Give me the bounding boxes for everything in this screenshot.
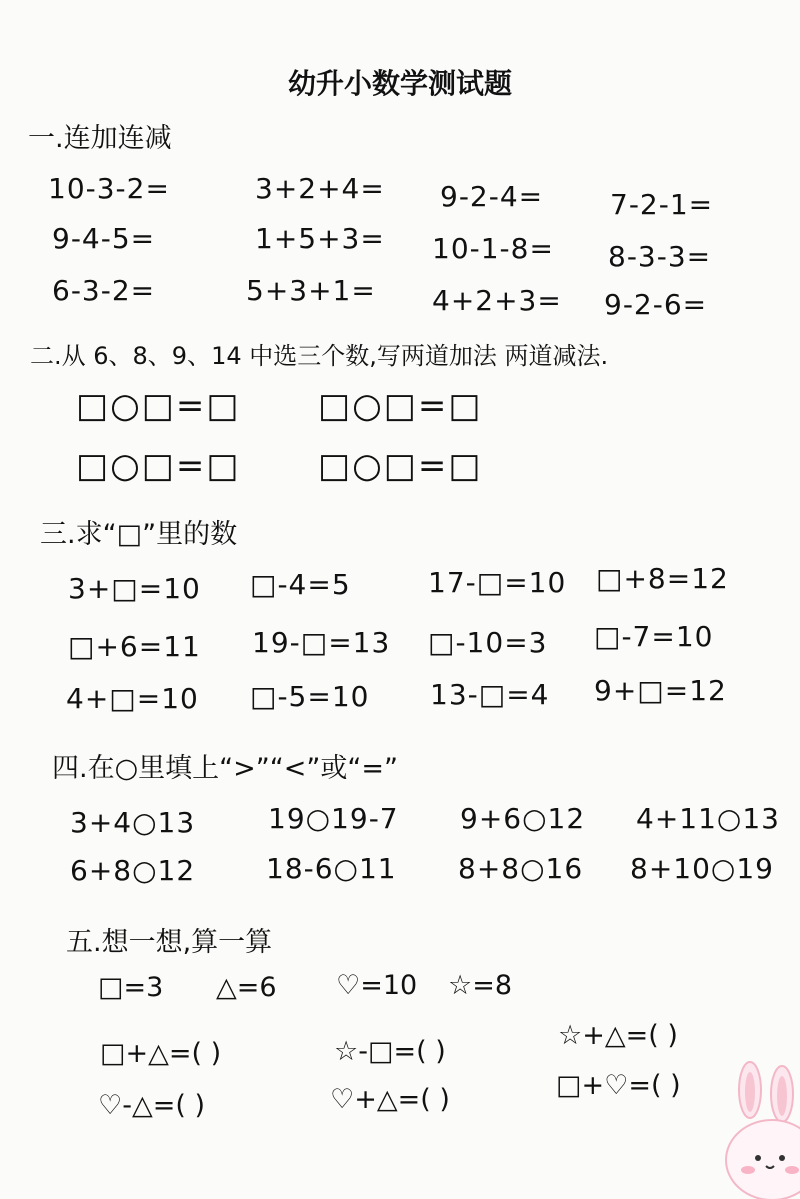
s1-item: 4+2+3= bbox=[432, 284, 562, 317]
s1-item: 5+3+1= bbox=[246, 274, 376, 307]
s3-item: 9+□=12 bbox=[594, 674, 727, 707]
s1-item: 3+2+4= bbox=[255, 172, 385, 205]
s1-item: 10-1-8= bbox=[432, 232, 554, 265]
s5-value: ☆=8 bbox=[448, 970, 513, 1001]
s5-value: □=3 bbox=[98, 972, 164, 1003]
s2-template: □○□=□ bbox=[318, 446, 483, 486]
section-5-heading: 五.想一想,算一算 bbox=[66, 927, 273, 958]
s3-item: □-4=5 bbox=[250, 568, 351, 601]
s4-item: 4+11○13 bbox=[636, 802, 780, 835]
s3-item: 4+□=10 bbox=[66, 682, 199, 715]
s2-template: □○□=□ bbox=[76, 386, 241, 426]
section-1-heading: 一.连加连减 bbox=[28, 123, 172, 154]
s1-item: 1+5+3= bbox=[255, 222, 385, 255]
s5-item: ☆-□=( ) bbox=[334, 1036, 446, 1067]
s1-item: 9-2-4= bbox=[440, 180, 544, 213]
section-4-heading: 四.在○里填上“>”“<”或“=” bbox=[52, 753, 398, 784]
s3-item: □-5=10 bbox=[250, 680, 370, 713]
s3-item: 13-□=4 bbox=[430, 678, 550, 711]
s1-item: 10-3-2= bbox=[48, 172, 170, 205]
s4-item: 18-6○11 bbox=[266, 852, 397, 885]
s1-item: 9-2-6= bbox=[604, 288, 708, 321]
s3-item: 19-□=13 bbox=[252, 626, 391, 659]
s4-item: 9+6○12 bbox=[460, 802, 586, 835]
s3-item: 3+□=10 bbox=[68, 572, 201, 605]
s5-value: △=6 bbox=[216, 972, 277, 1003]
s2-template: □○□=□ bbox=[318, 386, 483, 426]
section-2-heading: 二.从 6、8、9、14 中选三个数,写两道加法 两道减法. bbox=[30, 342, 609, 370]
s5-item: □+♡=( ) bbox=[556, 1070, 681, 1101]
s4-item: 6+8○12 bbox=[70, 854, 196, 887]
s3-item: □-10=3 bbox=[428, 626, 548, 659]
s3-item: □-7=10 bbox=[594, 620, 714, 653]
s4-item: 19○19-7 bbox=[268, 802, 399, 835]
s4-item: 3+4○13 bbox=[70, 806, 196, 839]
s1-item: 6-3-2= bbox=[52, 274, 156, 307]
s3-item: □+6=11 bbox=[68, 630, 201, 663]
s3-item: 17-□=10 bbox=[428, 566, 567, 599]
s5-item: ♡-△=( ) bbox=[98, 1090, 205, 1121]
s3-item: □+8=12 bbox=[596, 562, 729, 595]
s5-item: □+△=( ) bbox=[100, 1038, 222, 1069]
s1-item: 8-3-3= bbox=[608, 240, 712, 273]
s5-value: ♡=10 bbox=[336, 970, 418, 1001]
bunny-sticker-icon bbox=[720, 1060, 800, 1199]
s5-item: ☆+△=( ) bbox=[558, 1020, 678, 1051]
section-3-heading: 三.求“□”里的数 bbox=[40, 519, 238, 550]
page-title: 幼升小数学测试题 bbox=[287, 67, 512, 100]
s4-item: 8+8○16 bbox=[458, 852, 584, 885]
s2-template: □○□=□ bbox=[76, 446, 241, 486]
s5-item: ♡+△=( ) bbox=[330, 1084, 450, 1115]
s1-item: 7-2-1= bbox=[610, 188, 714, 221]
s1-item: 9-4-5= bbox=[52, 222, 156, 255]
s4-item: 8+10○19 bbox=[630, 852, 774, 885]
